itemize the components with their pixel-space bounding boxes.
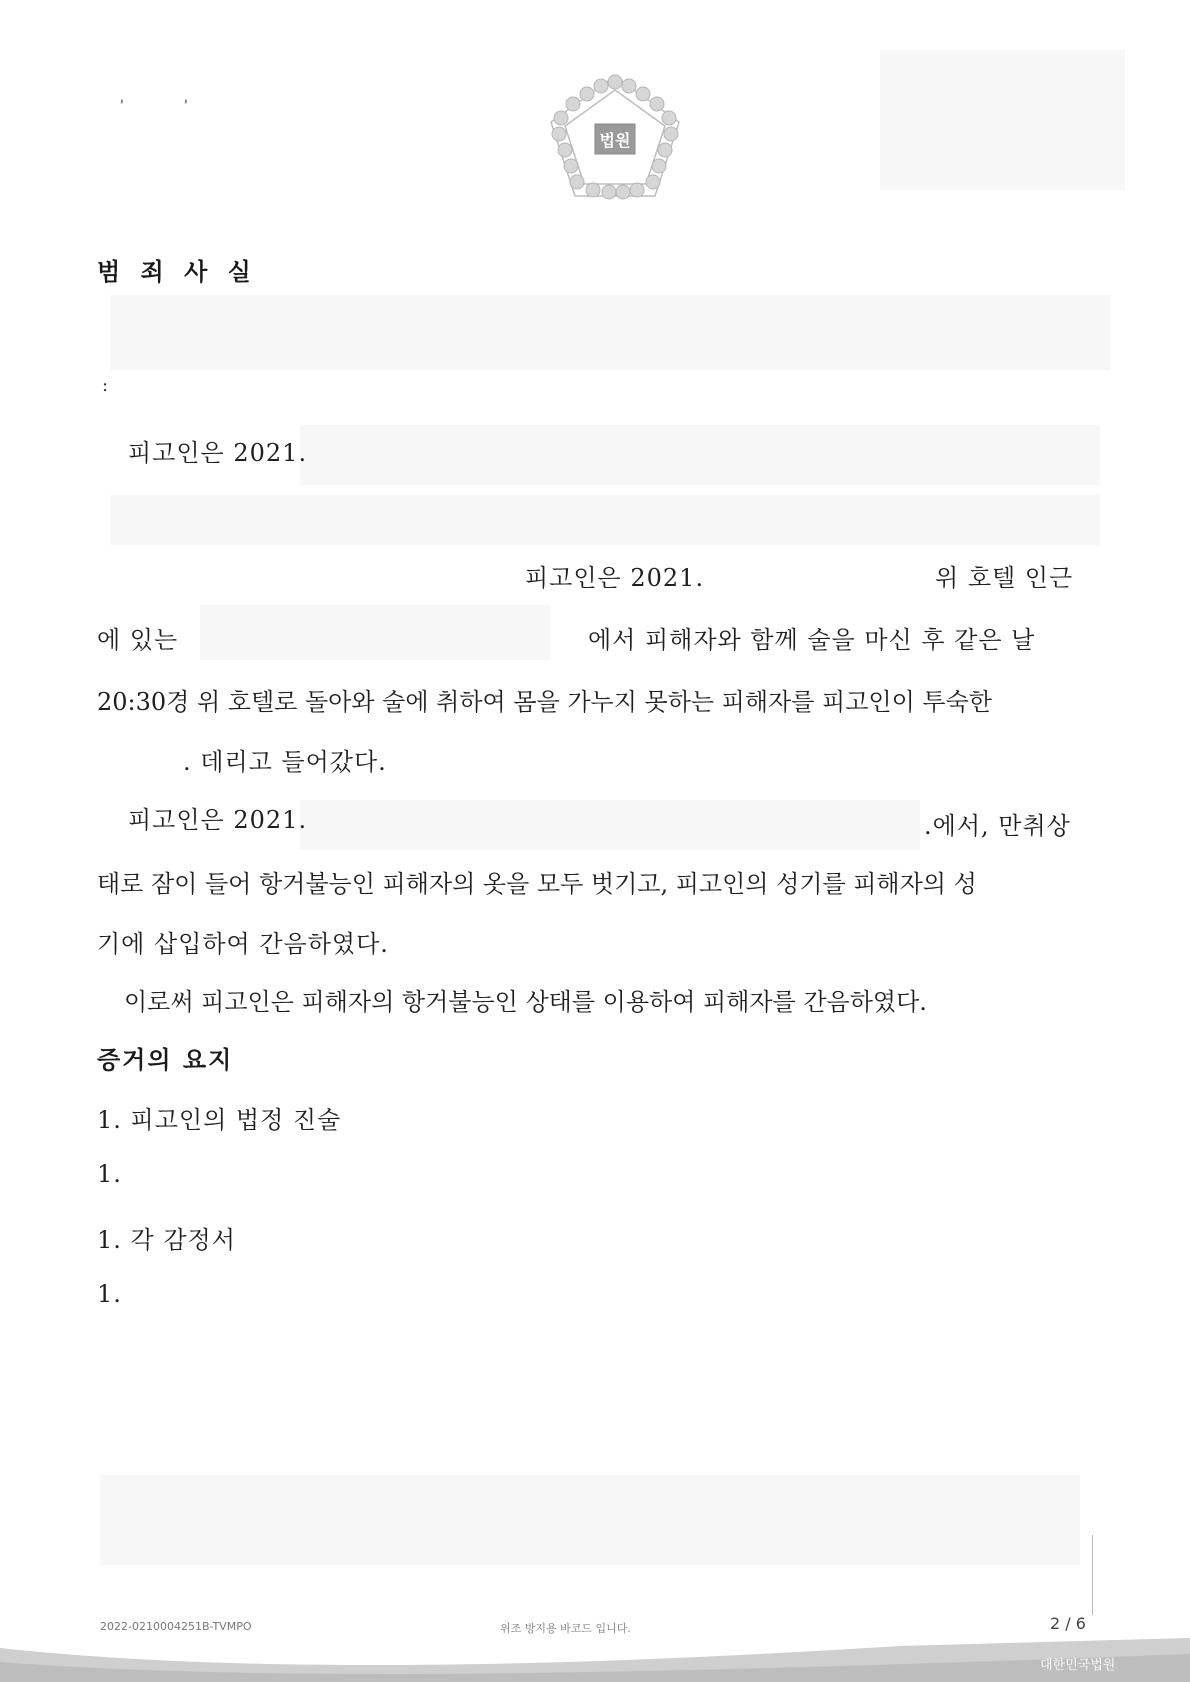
paragraph-text: 피고인은 2021.: [525, 564, 705, 592]
list-item: 1.: [97, 1280, 122, 1308]
page-number: 2 / 6: [1050, 1614, 1086, 1633]
redaction-block: [100, 1475, 1080, 1565]
paragraph-text: .에서, 만취상: [924, 812, 1071, 840]
seal-text: 법원: [599, 131, 631, 150]
redaction-block: [300, 425, 1100, 485]
footer-document-code: 2022-0210004251B-TVMPO: [100, 1620, 252, 1633]
redaction-block: [880, 50, 1125, 190]
paragraph-text: 태로 잠이 들어 항거불능인 피해자의 옷을 모두 벗기고, 피고인의 성기를 피해자의 성: [97, 870, 977, 898]
court-seal-emblem: [545, 72, 685, 200]
footer-band: [0, 1628, 1190, 1682]
paragraph-text: 기에 삽입하여 간음하였다.: [97, 930, 389, 958]
paragraph-text: 에 있는: [97, 626, 179, 654]
footer-barcode-notice: 위조 방지용 바코드 입니다.: [500, 1622, 631, 1635]
colon-mark: :: [102, 375, 109, 396]
section-title-crime-facts: 범 죄 사 실: [97, 258, 257, 286]
paragraph-text: 피고인은 2021.: [128, 439, 308, 467]
paragraph-text: 이로써 피고인은 피해자의 항거불능인 상태를 이용하여 피해자를 간음하였다.: [124, 988, 927, 1016]
list-item: 1. 각 감정서: [97, 1226, 236, 1254]
redaction-block: [110, 295, 1110, 370]
paragraph-text: 피고인은 2021.: [128, 806, 308, 834]
paragraph-text: 에서 피해자와 함께 술을 마신 후 같은 날: [588, 626, 1036, 654]
paragraph-text: 위 호텔 인근: [935, 564, 1074, 592]
list-item: 1. 피고인의 법정 진술: [97, 1106, 342, 1134]
paragraph-text: . 데리고 들어갔다.: [183, 748, 387, 776]
redaction-block: [300, 800, 920, 850]
court-brand-label: 대한민국법원: [1040, 1658, 1116, 1673]
margin-line: [1092, 1535, 1093, 1615]
redaction-block: [110, 495, 1100, 545]
stray-mark: ': [120, 98, 124, 114]
section-title-evidence: 증거의 요지: [97, 1046, 234, 1074]
stray-mark: ': [184, 98, 188, 114]
paragraph-text: 20:30경 위 호텔로 돌아와 술에 취하여 몸을 가누지 못하는 피해자를 피고인이 투숙한: [97, 688, 992, 716]
redaction-block: [200, 605, 550, 660]
list-item: 1.: [97, 1160, 122, 1188]
